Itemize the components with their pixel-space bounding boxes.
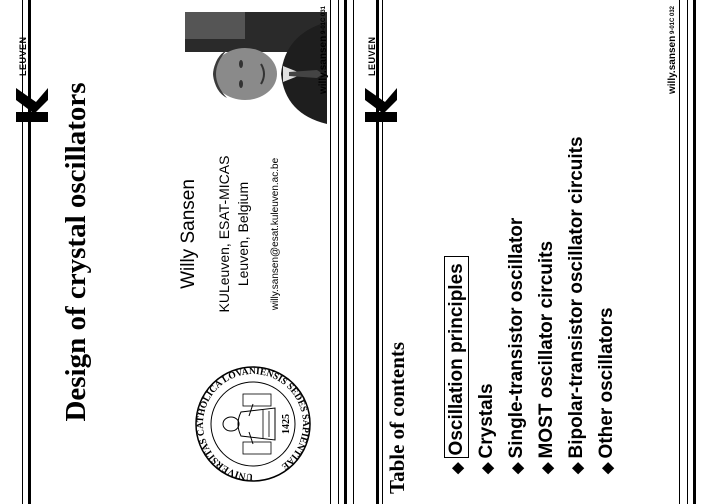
bullet-icon: ◆ xyxy=(599,462,616,474)
author-affiliation xyxy=(215,114,253,354)
footer-rule xyxy=(330,0,331,504)
footer-rule xyxy=(679,0,680,504)
bullet-icon: ◆ xyxy=(509,462,526,474)
list-item xyxy=(442,136,472,474)
contents-slide xyxy=(357,0,713,504)
contents-list xyxy=(442,136,622,474)
list-item xyxy=(592,136,622,474)
footer-author: willy.sansen xyxy=(318,35,329,94)
footer-rule-2 xyxy=(338,0,339,504)
footer-rule-thick xyxy=(344,0,347,504)
list-item xyxy=(562,136,592,474)
list-item xyxy=(532,136,562,474)
list-item-label: Oscillation principles xyxy=(444,256,469,458)
slide-title: Table of contents xyxy=(385,341,409,494)
slide-title: Design of crystal oscillators xyxy=(60,82,92,422)
author-name: Willy Sansen xyxy=(178,179,199,289)
footer-author: willy.sansen xyxy=(667,35,678,94)
university-seal-icon xyxy=(193,364,313,484)
author-photo xyxy=(185,12,327,134)
bullet-icon: ◆ xyxy=(539,462,556,474)
ku-leuven-logo xyxy=(363,82,411,124)
seal-text: UNIVERSITAS CATHOLICA LOVANIENSIS SEDES SAPIENTIAE xyxy=(195,366,311,482)
list-item-label: Other oscillators xyxy=(596,307,617,459)
affiliation-line-2: Leuven, Belgium xyxy=(235,181,251,287)
footer-rule-2 xyxy=(687,0,688,504)
list-item-label: Bipolar-transistor oscillator circuits xyxy=(566,136,587,459)
list-item-label: Crystals xyxy=(476,383,497,459)
footer-code: 9-01C 032 xyxy=(670,5,676,34)
footer-code: 9-01C 031 xyxy=(321,5,327,34)
bullet-icon: ◆ xyxy=(479,462,496,474)
seal-year: 1425 xyxy=(281,414,292,434)
bullet-icon: ◆ xyxy=(449,462,466,474)
author-email: willy.sansen@esat.kuleuven.ac.be xyxy=(270,157,281,311)
bullet-icon: ◆ xyxy=(569,462,586,474)
logo-text: LEUVEN xyxy=(18,36,28,76)
list-item-label: MOST oscillator circuits xyxy=(536,240,557,459)
footer-rule-thick xyxy=(693,0,696,504)
title-slide xyxy=(0,0,356,504)
list-item xyxy=(472,136,502,474)
list-item xyxy=(502,136,532,474)
ku-leuven-logo xyxy=(14,82,62,124)
affiliation-line-1: KULeuven, ESAT-MICAS xyxy=(216,155,232,313)
list-item-label: Single-transistor oscillator xyxy=(506,217,527,459)
logo-text: LEUVEN xyxy=(367,36,377,76)
